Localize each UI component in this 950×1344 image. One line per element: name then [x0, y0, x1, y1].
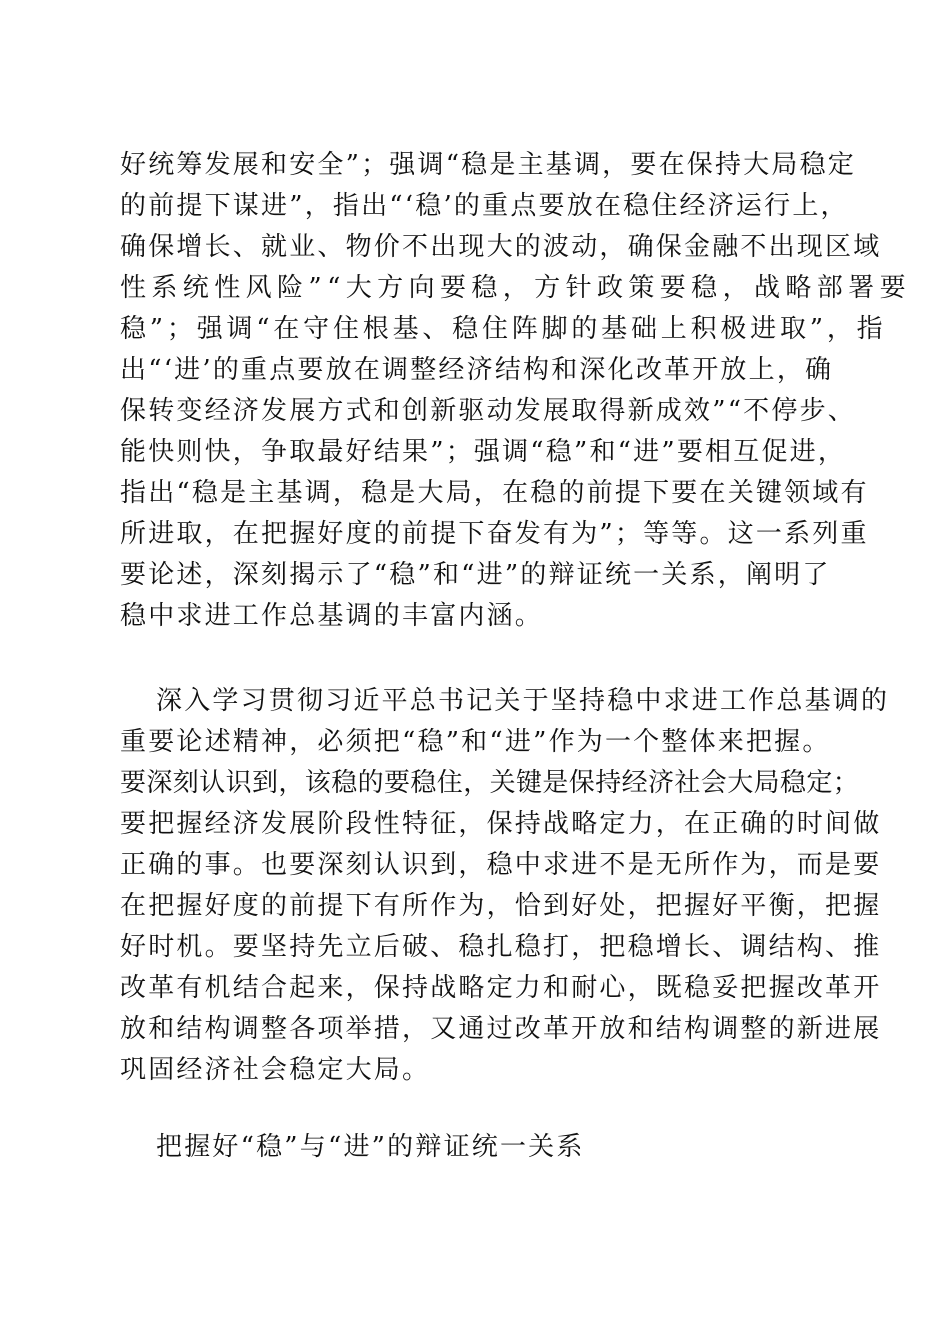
paragraph-line: 改革有机结合起来，保持战略定力和耐心，既稳妥把握改革开: [120, 973, 882, 1003]
paragraph-line: 所进取，在把握好度的前提下奋发有为”；等等。这一系列重: [120, 519, 869, 549]
paragraph-line: 要把握经济发展阶段性特征，保持战略定力，在正确的时间做: [120, 809, 882, 839]
paragraph-line: 好统筹发展和安全”；强调“稳是主基调，要在保持大局稳定: [120, 150, 856, 180]
paragraph-line: 放和结构调整各项举措，又通过改革开放和结构调整的新进展: [120, 1014, 882, 1044]
section-heading: [156, 1127, 585, 1168]
paragraph-line: 要论述，深刻揭示了“稳”和“进”的辩证统一关系，阐明了: [120, 560, 831, 590]
paragraph-1: [120, 145, 911, 637]
paragraph-line: 在把握好度的前提下有所作为，恰到好处，把握好平衡，把握: [120, 891, 882, 921]
section-heading-text: 把握好“稳”与“进”的辩证统一关系: [156, 1132, 585, 1162]
paragraph-line: 重要论述精神，必须把“稳”和“进”作为一个整体来把握。: [120, 727, 831, 757]
paragraph-line: 正确的事。也要深刻认识到，稳中求进不是无所作为，而是要: [120, 850, 882, 880]
paragraph-line: 要深刻认识到，该稳的要稳住，关键是保持经济社会大局稳定；: [120, 768, 860, 798]
paragraph-line: 稳中求进工作总基调的丰富内涵。: [120, 601, 544, 631]
paragraph-line: 保转变经济发展方式和创新驱动发展取得新成效”“不停步、: [120, 396, 856, 426]
paragraph-line: 指出“稳是主基调，稳是大局，在稳的前提下要在关键领域有: [120, 478, 869, 508]
paragraph-line: 的前提下谋进”，指出“‘稳’的重点要放在稳住经济运行上，: [120, 191, 849, 221]
paragraph-line: 性系统性风险”“大方向要稳，方针政策要稳，战略部署要: [120, 273, 911, 303]
paragraph-line: 巩固经济社会稳定大局。: [120, 1055, 431, 1085]
paragraph-line: 稳”；强调“在守住根基、稳住阵脚的基础上积极进取”，指: [120, 314, 887, 344]
paragraph-line: 深入学习贯彻习近平总书记关于坚持稳中求进工作总基调的: [156, 686, 890, 716]
paragraph-line: 出“‘进’的重点要放在调整经济结构和深化改革开放上，确: [120, 355, 834, 385]
paragraph-line: 能快则快，争取最好结果”；强调“稳”和“进”要相互促进，: [120, 437, 847, 467]
paragraph-2: [120, 681, 889, 1091]
paragraph-line: 确保增长、就业、物价不出现大的波动，确保金融不出现区域: [120, 232, 882, 262]
paragraph-line: 好时机。要坚持先立后破、稳扎稳打，把稳增长、调结构、推: [120, 932, 882, 962]
